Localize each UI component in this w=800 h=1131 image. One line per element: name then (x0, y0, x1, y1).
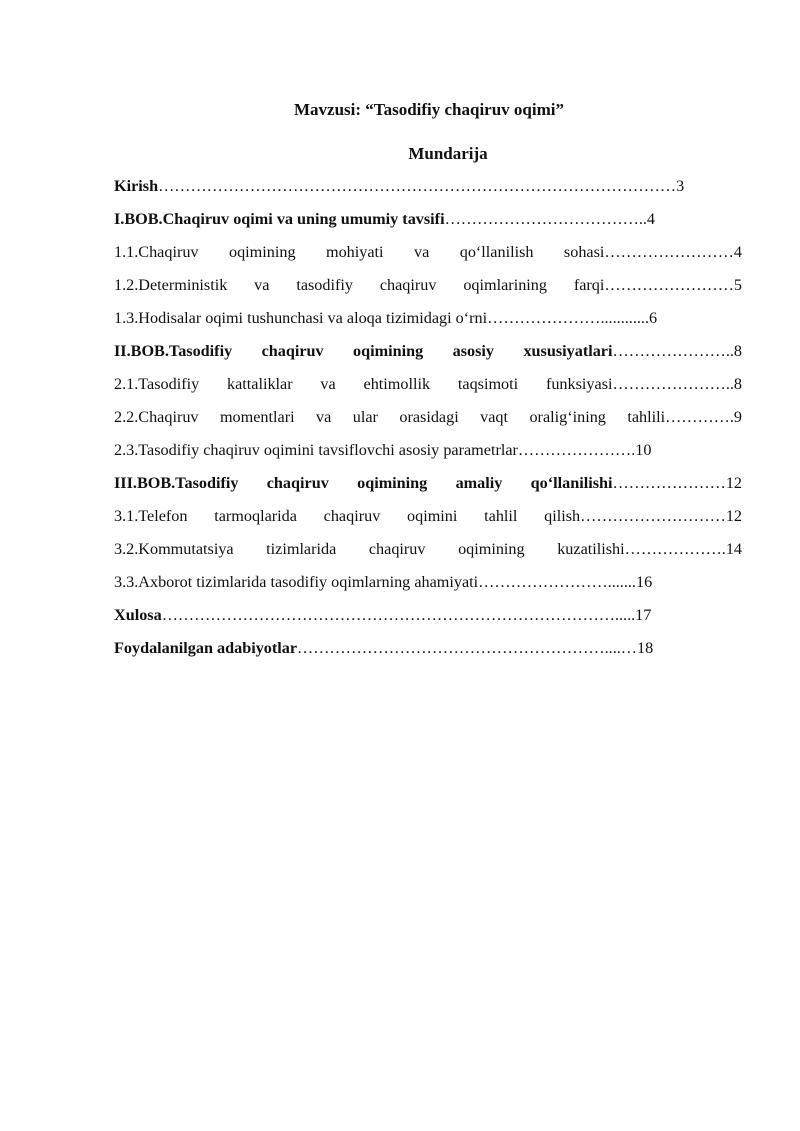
toc-entry-leader: ……………………… (580, 507, 726, 525)
toc-entry-1-2 (114, 275, 742, 308)
toc-entry-bob-3 (114, 473, 742, 506)
toc-entry-label: I.BOB.Chaqiruv oqimi va uning umumiy tavsifi (114, 210, 445, 228)
table-of-contents (114, 176, 742, 671)
toc-entry-label: 1.3.Hodisalar oqimi tushunchasi va aloqa tizimidagi o‘rni (114, 309, 488, 327)
toc-entry-label: 3.2.Kommutatsiya tizimlarida chaqiruv oqimining kuzatilishi (114, 540, 625, 558)
toc-entry-leader: ……………………………….. (444, 210, 647, 228)
toc-entry-page: 9 (733, 408, 742, 426)
toc-entry-3-3 (114, 572, 742, 605)
contents-title: Mundarija (408, 144, 488, 163)
toc-entry-page: 5 (733, 276, 742, 294)
toc-entry-leader: ………………. (624, 540, 726, 558)
toc-entry-label: 2.1.Tasodifiy kattaliklar va ehtimollik taqsimoti funksiyasi (114, 375, 613, 393)
toc-entry-leader: ……………………....... (478, 573, 636, 591)
toc-entry-leader: …………………… (604, 276, 734, 294)
toc-entry-leader: ………………… (612, 474, 726, 492)
toc-entry-page: 8 (733, 375, 742, 393)
toc-entry-page: 18 (636, 639, 654, 657)
toc-entry-kirish (114, 176, 742, 209)
toc-entry-leader: …………………………………………………………………………………… (158, 177, 677, 195)
document-topic: Mavzusi: “Tasodifiy chaqiruv oqimi” (294, 100, 564, 119)
toc-entry-label: Xulosa (114, 606, 162, 624)
toc-entry-label: Kirish (114, 177, 159, 195)
toc-entry-3-2 (114, 539, 742, 572)
toc-entry-leader: …………………. (517, 441, 636, 459)
toc-entry-1-1 (114, 242, 742, 275)
toc-entry-page: 4 (646, 210, 656, 228)
toc-entry-3-1 (114, 506, 742, 539)
toc-entry-leader: ………………….. (612, 342, 734, 360)
toc-entry-page: 4 (733, 243, 742, 261)
toc-entry-page: 17 (635, 606, 652, 624)
toc-entry-leader: …………………............ (487, 309, 650, 327)
toc-entry-leader: …………………………………………………....… (297, 639, 637, 657)
toc-entry-page: 8 (733, 342, 742, 360)
toc-entry-bob-2 (114, 341, 742, 374)
toc-entry-2-2 (114, 407, 742, 440)
toc-entry-1-3 (114, 308, 742, 341)
toc-entry-leader: …………………………………………………………………………..... (161, 606, 636, 624)
toc-entry-2-1 (114, 374, 742, 407)
toc-entry-page: 12 (725, 507, 742, 525)
toc-entry-label: 1.1.Chaqiruv oqimining mohiyati va qo‘llanilish sohasi (114, 243, 605, 261)
toc-entry-page: 6 (649, 309, 658, 327)
toc-entry-label: 2.2.Chaqiruv momentlari va ular orasidagi vaqt oralig‘ining tahlili (114, 408, 666, 426)
toc-entry-leader: ………………….. (612, 375, 734, 393)
toc-entry-leader: …………………… (604, 243, 734, 261)
toc-entry-page: 3 (676, 177, 685, 195)
toc-entry-label: 2.3.Tasodifiy chaqiruv oqimini tavsiflovchi asosiy parametrlar (114, 441, 518, 459)
toc-entry-leader: …………. (665, 408, 734, 426)
toc-entry-label: III.BOB.Tasodifiy chaqiruv oqimining amaliy qo‘llanilishi (114, 474, 613, 492)
toc-entry-bob-1 (114, 209, 742, 242)
toc-entry-label: 1.2.Deterministik va tasodifiy chaqiruv oqimlarining farqi (114, 276, 605, 294)
toc-entry-page: 10 (635, 441, 652, 459)
toc-entry-label: Foydalanilgan adabiyotlar (114, 639, 298, 657)
toc-entry-label: II.BOB.Tasodifiy chaqiruv oqimining asosiy xususiyatlari (114, 342, 613, 360)
toc-entry-page: 12 (725, 474, 742, 492)
toc-entry-label: 3.1.Telefon tarmoqlarida chaqiruv oqimini tahlil qilish (114, 507, 581, 525)
toc-entry-page: 14 (725, 540, 742, 558)
toc-entry-adabiyotlar (114, 638, 742, 671)
toc-entry-2-3 (114, 440, 742, 473)
toc-entry-label: 3.3.Axborot tizimlarida tasodifiy oqimlarning ahamiyati (114, 573, 479, 591)
toc-entry-page: 16 (635, 573, 653, 591)
toc-entry-xulosa (114, 605, 742, 638)
